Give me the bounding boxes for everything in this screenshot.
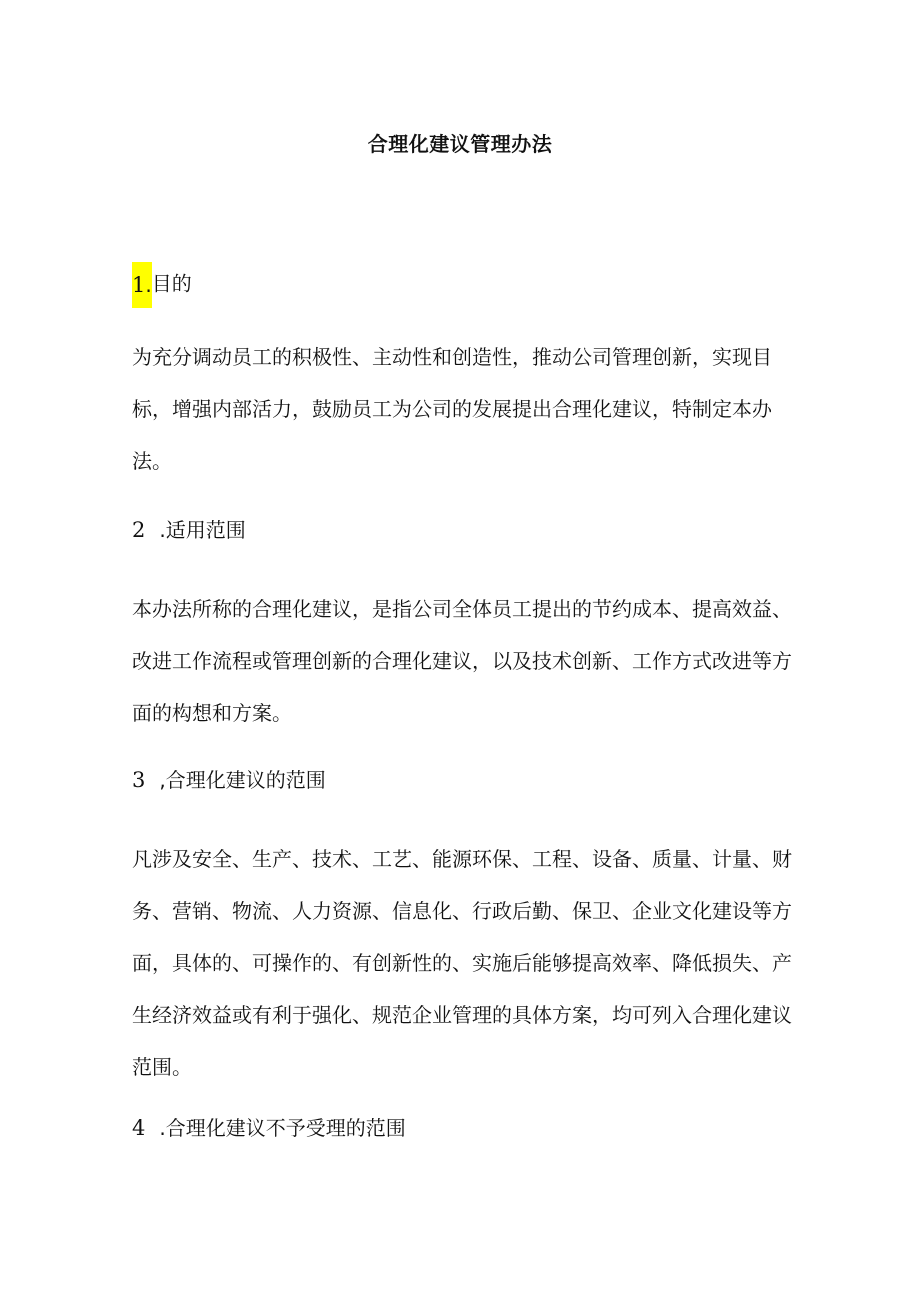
section-3-title: 合理化建议的范围 bbox=[165, 768, 326, 792]
section-4-title: 合理化建议不予受理的范围 bbox=[165, 1116, 406, 1140]
section-2-body: 本办法所称的合理化建议，是指公司全体员工提出的节约成本、提高效益、改进工作流程或管理创新的合理化建议，以及技术创新、工作方式改进等方面的构想和方案。 bbox=[132, 597, 792, 725]
section-2-heading bbox=[132, 515, 246, 545]
section-1-heading bbox=[132, 262, 192, 308]
section-1-body: 为充分调动员工的积极性、主动性和创造性，推动公司管理创新，实现目标，增强内部活力，鼓励员工为公司的发展提出合理化建议，特制定本办法。 bbox=[132, 345, 772, 473]
section-3-separator: , bbox=[159, 768, 166, 792]
section-3-heading bbox=[132, 765, 326, 795]
section-1-number: 1 bbox=[132, 273, 146, 297]
section-4-number: 4 bbox=[132, 1116, 146, 1140]
section-2-number: 2 bbox=[132, 518, 146, 542]
section-1-number-highlight bbox=[132, 262, 152, 308]
section-4-heading bbox=[132, 1113, 406, 1143]
section-2-title: 适用范围 bbox=[165, 518, 246, 542]
section-1-title: 目的 bbox=[151, 271, 192, 296]
document-title: 合理化建议管理办法 bbox=[367, 132, 553, 156]
section-4-separator: . bbox=[159, 1116, 166, 1140]
section-2-separator: . bbox=[159, 518, 166, 542]
section-3-number: 3 bbox=[132, 768, 146, 792]
section-1-separator: . bbox=[145, 273, 152, 297]
section-3-body: 凡涉及安全、生产、技术、工艺、能源环保、工程、设备、质量、计量、财务、营销、物流、人力资源、信息化、行政后勤、保卫、企业文化建设等方面，具体的、可操作的、有创新性的、实施后能够提高效率、降低损失、产生经济效益或有利于强化、规范企业管理的具体方案，均可列入合理化建议范围。 bbox=[132, 847, 792, 1079]
